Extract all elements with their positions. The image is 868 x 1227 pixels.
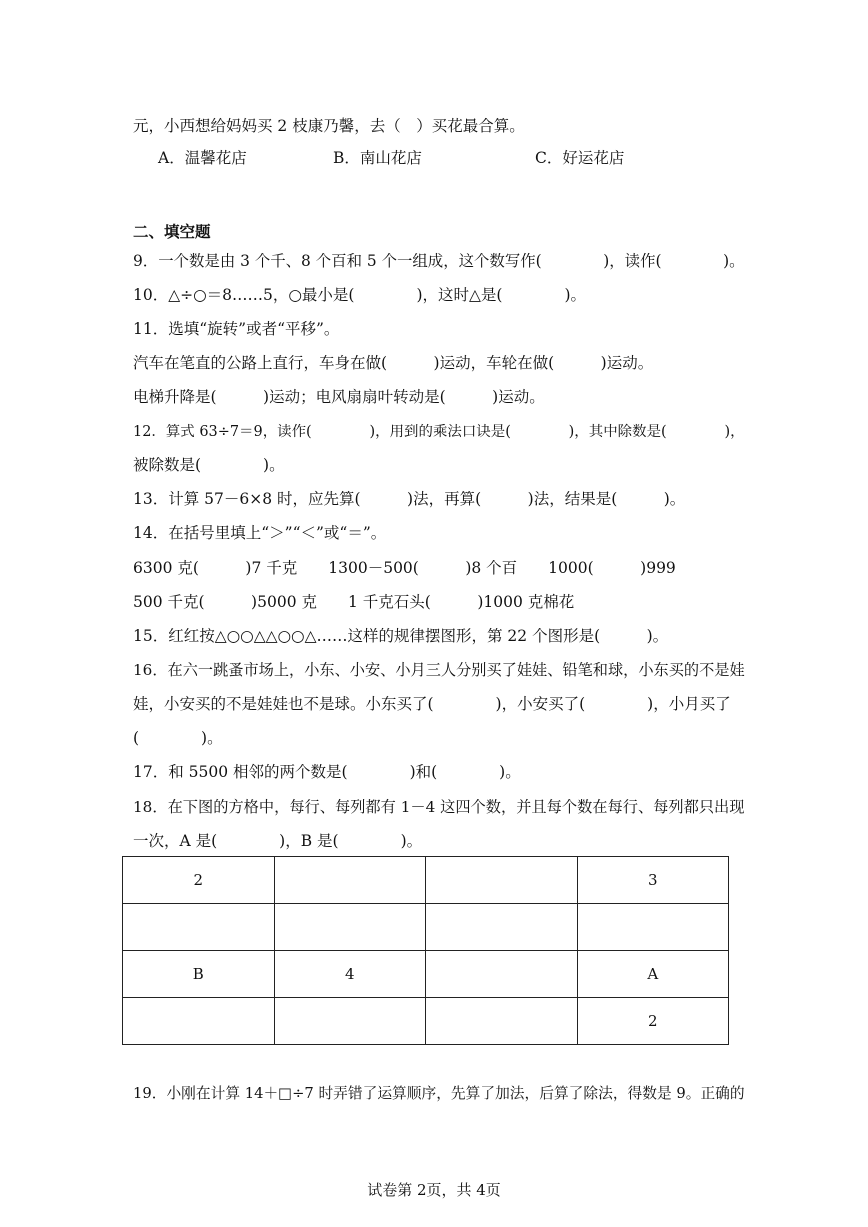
q18-cont: 一次，A 是( )，B 是( )。 (133, 832, 423, 850)
grid-row (123, 951, 729, 998)
grid-cell (426, 904, 578, 951)
q13-text: 13．计算 57－6×8 时，应先算( )法，再算( )法，结果是( )。 (133, 490, 686, 508)
grid-row (123, 998, 729, 1045)
q16-text: 16．在六一跳蚤市场上，小东、小安、小月三人分别买了娃娃、铅笔和球，小东买的不是娃 (133, 661, 745, 679)
grid-cell (577, 904, 729, 951)
q8-option-c: C．好运花店 (535, 149, 625, 167)
q14-line-2: 500 千克( )5000 克 1 千克石头( )1000 克棉花 (133, 593, 575, 611)
q8-option-b: B．南山花店 (333, 149, 422, 167)
grid-cell: 2 (577, 998, 729, 1045)
grid-cell (426, 998, 578, 1045)
grid-cell (123, 998, 275, 1045)
q16-cont-2: ( )。 (133, 729, 223, 747)
q8-tail-text: 元，小西想给妈妈买 2 枝康乃馨，去（ ）买花最合算。 (133, 117, 525, 135)
q12-text: 12．算式 63÷7＝9，读作( )，用到的乘法口诀是( )，其中除数是( )， (133, 424, 745, 440)
grid-row (123, 904, 729, 951)
grid-cell (274, 998, 426, 1045)
number-grid (122, 856, 729, 1045)
q14-line-1: 6300 克( )7 千克 1300－500( )8 个百 1000( )999 (133, 559, 676, 577)
grid-row (123, 857, 729, 904)
q18-text: 18．在下图的方格中，每行、每列都有 1－4 这四个数，并且每个数在每行、每列都只出现 (133, 798, 745, 816)
q11-text: 11．选填“旋转”或者“平移”。 (133, 320, 340, 338)
grid-cell (123, 904, 275, 951)
section-title: 二、填空题 (133, 222, 211, 241)
q14-text: 14．在括号里填上“＞”“＜”或“＝”。 (133, 524, 387, 542)
q19-text: 19．小刚在计算 14＋□÷7 时弄错了运算顺序，先算了加法，后算了除法，得数是 9。正确的 (133, 1085, 745, 1102)
grid-cell: B (123, 951, 275, 998)
q17-text: 17．和 5500 相邻的两个数是( )和( )。 (133, 763, 521, 781)
grid-cell (274, 904, 426, 951)
q12-cont: 被除数是( )。 (133, 456, 285, 474)
q11-line-1: 汽车在笔直的公路上直行，车身在做( )运动，车轮在做( )运动。 (133, 354, 654, 372)
q10-text: 10．△÷○＝8……5，○最小是( )，这时△是( )。 (133, 286, 587, 304)
grid-cell: 3 (577, 857, 729, 904)
q16-cont-1: 娃，小安买的不是娃娃也不是球。小东买了( )，小安买了( )，小月买了 (133, 695, 731, 713)
grid-cell: A (577, 951, 729, 998)
grid-cell: 2 (123, 857, 275, 904)
q9-text: 9．一个数是由 3 个千、8 个百和 5 个一组成，这个数写作( )，读作( )。 (133, 252, 745, 270)
q11-line-2: 电梯升降是( )运动；电风扇扇叶转动是( )运动。 (133, 388, 545, 406)
grid-cell (274, 857, 426, 904)
q8-option-a: A．温馨花店 (158, 149, 247, 167)
page-footer: 试卷第 2页，共 4页 (367, 1181, 501, 1199)
grid-cell: 4 (274, 951, 426, 998)
grid-cell (426, 951, 578, 998)
grid-cell (426, 857, 578, 904)
q15-text: 15．红红按△○○△△○○△……这样的规律摆图形，第 22 个图形是( )。 (133, 627, 669, 645)
